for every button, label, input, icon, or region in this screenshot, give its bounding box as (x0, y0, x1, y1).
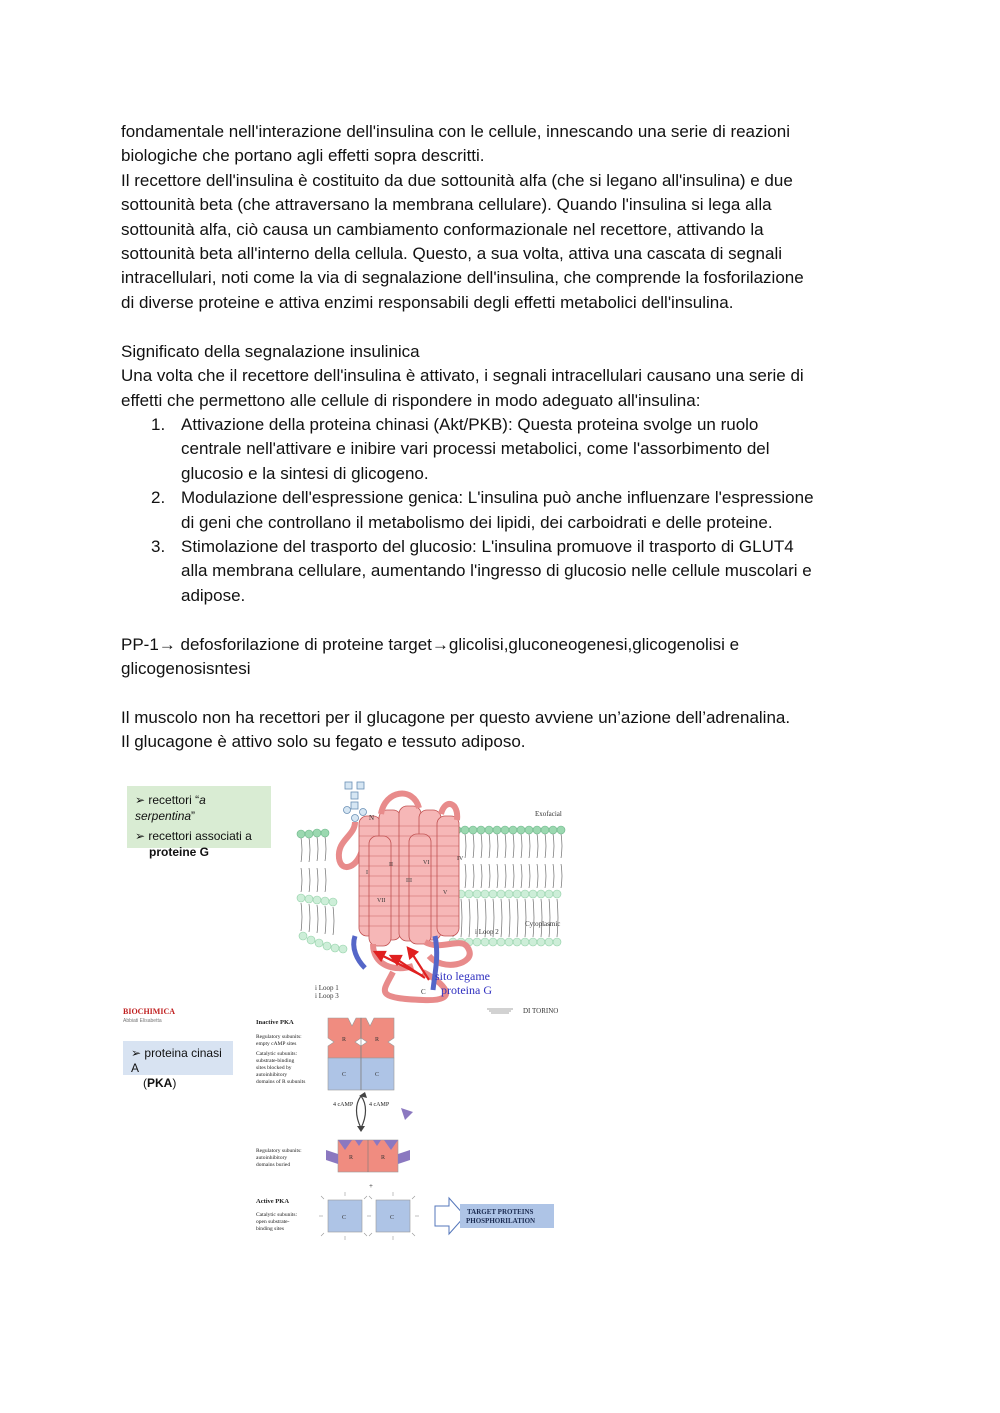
list-number: 1. (151, 415, 166, 434)
text-line: effetti che permettono alle cellule di rispondere in modo adeguato all'insulina: (121, 390, 701, 410)
text-line: Una volta che il recettore dell'insulina è attivato, i segnali intracellulari causano una serie di (121, 366, 804, 386)
cytoplasmic-label: Cytoplasmic (525, 920, 561, 928)
glycan-chain-icon (344, 782, 367, 822)
text-line: PP-1→ defosforilazione di proteine target→glicolisi,gluconeogenesi,glicogenolisi e (121, 635, 740, 654)
regulatory-dimer-camp (326, 1140, 410, 1172)
annotation-line: Catalytic subunits: (256, 1051, 298, 1057)
c-label: C (342, 1072, 347, 1078)
text-line: Il glucagone è attivo solo su fegato e tessuto adiposo. (121, 732, 526, 752)
camp-molecule-icon (401, 1108, 413, 1120)
n-terminus-label: N (369, 814, 375, 822)
receptor-diagram (123, 776, 583, 1004)
bullet-item: ➢ proteina cinasi A (131, 1046, 222, 1075)
text-line: Stimolazione del trasporto del glucosio: L'insulina promuove il trasporto di GLUT4 (181, 537, 794, 557)
list-number: 3. (151, 537, 166, 557)
list-item (121, 535, 881, 608)
annotation-line: substrate-binding (256, 1058, 295, 1064)
c-label: C (342, 1215, 347, 1221)
camp-label: 4 cAMP (333, 1102, 354, 1108)
iloop1-label: i Loop 1 (315, 984, 339, 992)
camp-label: 4 cAMP (369, 1102, 390, 1108)
text-line: alla membrana cellulare, aumentando l'ingresso di glucosio nelle cellule muscolari e (181, 561, 812, 581)
r-label: R (349, 1155, 354, 1161)
header-left-sub: Abbiati Elisabetta (123, 1018, 162, 1024)
annotation-line: Catalytic subunits: (256, 1212, 298, 1218)
r-label: R (381, 1155, 386, 1161)
text-line: glicogenosisntesi (121, 659, 251, 679)
text-line: Il muscolo non ha recettori per il glucagone per questo avviene un’azione dell’adrenalina. (121, 708, 791, 727)
bullet-item: (PKA) (143, 1076, 177, 1090)
text-line: biologiche che portano agli effetti sopra descritti. (121, 146, 485, 166)
text-line: Modulazione dell'espressione genica: L'insulina può anche influenzare l'espressione (181, 488, 814, 508)
annotation-line: autoinhibitory (256, 1155, 288, 1161)
annotation-line: binding sites (256, 1226, 284, 1232)
pka-figure (123, 1004, 563, 1240)
helix-label: III (406, 878, 412, 884)
text-line: intracellulari, noti come la via di segnalazione dell'insulina, che comprende la fosforilazione (121, 268, 804, 288)
target-label: TARGET PROTEINS (467, 1208, 534, 1216)
text-line: sottounità beta all'interno della cellula. Questo, a sua volta, attiva una cascata di segnali (121, 244, 782, 264)
text-line: sottounità alfa, ciò causa un cambiamento conformazionale nel recettore, attivando la (121, 219, 764, 239)
signaling-list (121, 413, 881, 608)
text-line: di geni che controllano il metabolismo dei lipidi, dei carboidrati e delle proteine. (181, 512, 773, 532)
header-left: BIOCHIMICA (123, 1007, 176, 1016)
r-label: R (375, 1037, 380, 1043)
signaling-intro (121, 340, 881, 413)
c-label: C (390, 1215, 395, 1221)
list-item (121, 486, 881, 535)
text-line: di diverse proteine e attiva enzimi responsabili degli effetti metabolici dell'insulina. (121, 292, 734, 312)
text-line: fondamentale nell'interazione dell'insulina con le cellule, innescando una serie di reazioni (121, 122, 790, 141)
annotation-line: open substrate- (256, 1219, 290, 1225)
annotation-line: domains buried (256, 1162, 291, 1168)
pka-diagram (123, 1004, 563, 1240)
iloop2-label: i Loop 2 (475, 928, 499, 936)
text-line: adipose. (181, 585, 246, 605)
active-pka-title: Active PKA (256, 1198, 290, 1205)
helix-label: II (389, 862, 393, 868)
helix-label: I (366, 870, 368, 876)
binding-site-label: sito legame (435, 969, 490, 983)
text-line: glucosio e la sintesi di glicogeno. (181, 463, 429, 483)
helix-label: IV (457, 856, 464, 862)
camp-molecule-icon (326, 1150, 338, 1164)
intro-paragraph (121, 120, 881, 315)
text-line: Attivazione della proteina chinasi (Akt/PKB): Questa proteina svolge un ruolo (181, 415, 759, 434)
active-catalytic-subunits (319, 1192, 419, 1240)
annotation-line: empty cAMP sites (256, 1041, 297, 1047)
bullet-item: ➢ recettori associati a proteine G (135, 829, 252, 859)
annotation-line: autoinhibitory (256, 1072, 288, 1078)
text-line: sottounità beta (che attraversano la membrana cellulare). Quando l'insulina si lega alla (121, 195, 772, 215)
list-item (121, 413, 881, 486)
camp-arrows (357, 1092, 414, 1132)
annotation-line: domains of R subunits (256, 1079, 306, 1085)
list-number: 2. (151, 488, 166, 508)
annotation-line: sites blocked by (256, 1065, 292, 1071)
muscle-paragraph (121, 706, 881, 755)
c-label: C (375, 1072, 380, 1078)
helix-label: VI (423, 860, 430, 866)
plus-sign: + (369, 1182, 373, 1190)
binding-segment (354, 936, 365, 968)
pp1-paragraph (121, 633, 881, 682)
inactive-pka-complex (328, 1018, 394, 1090)
target-label: PHOSPHORILATION (466, 1217, 536, 1225)
helix-label: VII (377, 898, 386, 904)
r-label: R (342, 1037, 347, 1043)
inactive-pka-title: Inactive PKA (256, 1019, 294, 1026)
iloop3-label: i Loop 3 (315, 992, 339, 1000)
text-line: centrale nell'attivare e inibire vari processi metabolici, come l'assorbimento del (181, 439, 770, 459)
text-line: Il recettore dell'insulina è costituito da due sottounità alfa (che si legano all'insulina) e due (121, 170, 793, 190)
bullet-item: ➢ recettori “a serpentina” (135, 793, 206, 823)
intracellular-loop-2 (425, 942, 470, 965)
header-right: DI TORINO (523, 1007, 559, 1015)
helix-label: V (443, 890, 448, 896)
binding-site-label: proteina G (441, 983, 492, 997)
annotation-line: Regulatory subunits: (256, 1148, 302, 1154)
c-terminus-label: C (421, 988, 426, 996)
receptor-figure (123, 776, 583, 1004)
annotation-line: Regulatory subunits: (256, 1034, 302, 1040)
camp-molecule-icon (398, 1150, 410, 1164)
exofacial-label: Exofacial (535, 810, 562, 818)
section-heading: Significato della segnalazione insulinica (121, 342, 420, 361)
